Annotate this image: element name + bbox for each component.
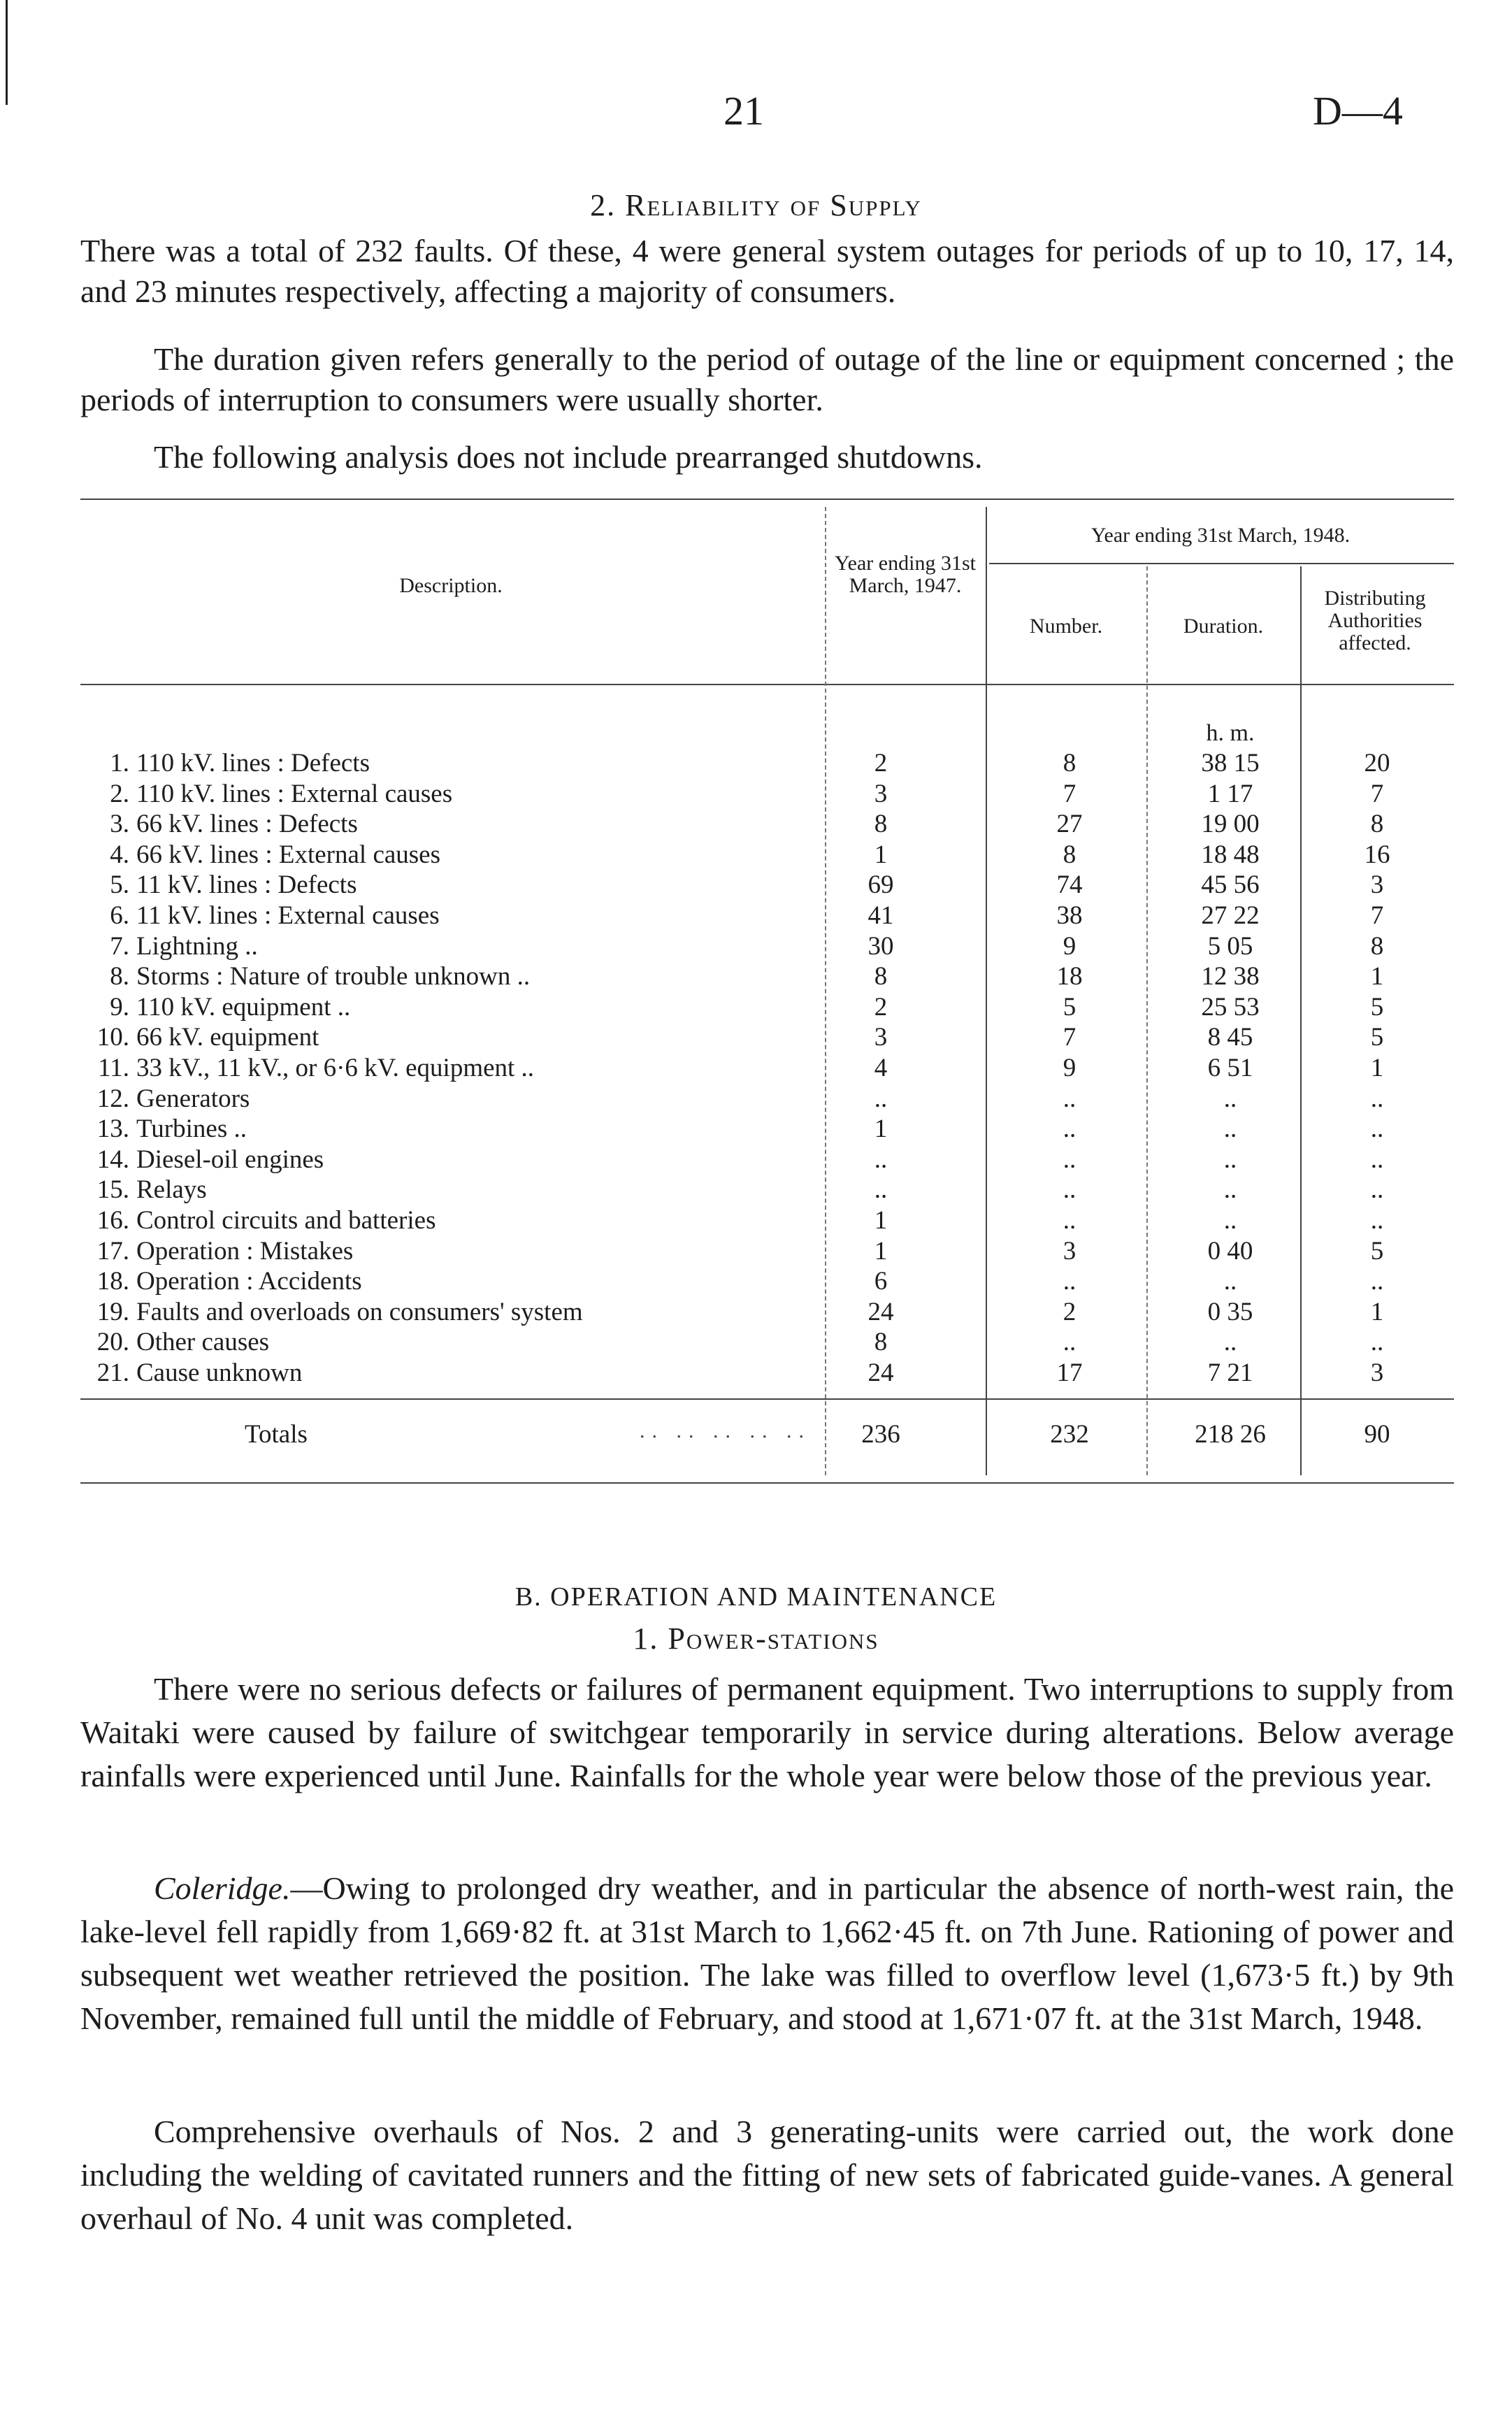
table-totals-row bbox=[0, 1419, 1512, 1450]
row-1947-value: 24 bbox=[867, 1359, 894, 1387]
row-authorities-value: 5 bbox=[1370, 992, 1384, 1022]
row-authorities-value: 1 bbox=[1370, 1297, 1384, 1326]
table-row bbox=[0, 1053, 1512, 1084]
row-1947-value: 4 bbox=[874, 1054, 888, 1082]
table-row bbox=[0, 901, 1512, 931]
row-number-value: 17 bbox=[1056, 1359, 1083, 1387]
power-stations-subtitle: 1. Power-stations bbox=[633, 1621, 879, 1656]
row-description: 66 kV. equipment bbox=[136, 1023, 319, 1052]
header-number: Number. bbox=[1029, 615, 1103, 638]
row-duration-value: .. bbox=[1223, 1175, 1237, 1205]
row-duration-value: 19 00 bbox=[1201, 810, 1260, 839]
row-duration-value: .. bbox=[1223, 1328, 1237, 1357]
totals-number: 232 bbox=[1050, 1420, 1089, 1449]
table-row bbox=[0, 1145, 1512, 1175]
row-duration-value: .. bbox=[1223, 1267, 1237, 1296]
row-number: 21. bbox=[96, 1359, 129, 1387]
reliability-paragraph-3: The following analysis does not include prearranged shutdowns. bbox=[154, 439, 983, 475]
row-number-value: .. bbox=[1063, 1267, 1077, 1296]
row-duration-value: 25 53 bbox=[1201, 992, 1260, 1022]
row-1947-value: 3 bbox=[874, 779, 888, 808]
row-description: Lightning .. bbox=[136, 931, 258, 961]
table-row bbox=[0, 1084, 1512, 1115]
reliability-section-title: 2. Reliability of Supply bbox=[590, 188, 922, 222]
row-number: 13. bbox=[96, 1115, 129, 1144]
table-row bbox=[0, 809, 1512, 840]
row-duration-value: .. bbox=[1223, 1115, 1237, 1144]
row-number: 8. bbox=[110, 962, 129, 991]
row-description: Generators bbox=[136, 1084, 250, 1113]
table-top-rule bbox=[80, 499, 1454, 500]
row-description: 66 kV. lines : External causes bbox=[136, 840, 441, 869]
table-row bbox=[0, 1022, 1512, 1053]
row-number-value: 18 bbox=[1056, 962, 1083, 991]
row-authorities-value: .. bbox=[1370, 1175, 1384, 1205]
totals-duration: 218 26 bbox=[1195, 1420, 1266, 1449]
row-number: 3. bbox=[110, 810, 129, 839]
row-duration-value: 38 15 bbox=[1201, 749, 1260, 777]
row-number-value: 9 bbox=[1063, 1054, 1077, 1082]
operation-paragraph-3: Comprehensive overhauls of Nos. 2 and 3 generating-units were carried out, the work done including the welding of cavitated runners and the fitting of new sets of fabricated guide-vanes. A general overhaul of No. 4 unit was completed. bbox=[80, 2114, 1454, 2236]
table-row bbox=[0, 1327, 1512, 1358]
row-number: 2. bbox=[110, 779, 129, 808]
row-number: 20. bbox=[96, 1328, 129, 1357]
row-number: 18. bbox=[96, 1267, 129, 1296]
page-edge-mark bbox=[6, 0, 8, 105]
row-1947-value: 41 bbox=[867, 901, 894, 930]
row-authorities-value: .. bbox=[1370, 1084, 1384, 1113]
row-duration-value: 5 05 bbox=[1207, 931, 1253, 961]
row-description: 33 kV., 11 kV., or 6·6 kV. equipment .. bbox=[136, 1054, 535, 1082]
row-1947-value: 2 bbox=[874, 749, 888, 777]
row-authorities-value: 1 bbox=[1370, 962, 1384, 991]
row-number: 12. bbox=[96, 1084, 129, 1113]
row-authorities-value: 5 bbox=[1370, 1236, 1384, 1266]
totals-label: Totals bbox=[245, 1420, 308, 1449]
row-description: Faults and overloads on consumers' system bbox=[136, 1297, 583, 1326]
row-duration-value: 27 22 bbox=[1201, 901, 1260, 930]
header-year-1947: Year ending 31st March, 1947. bbox=[835, 552, 976, 597]
row-1947-value: .. bbox=[874, 1145, 888, 1174]
row-number-value: 3 bbox=[1063, 1236, 1077, 1266]
row-number: 9. bbox=[110, 992, 129, 1022]
row-number-value: 5 bbox=[1063, 992, 1077, 1022]
row-description: Control circuits and batteries bbox=[136, 1206, 436, 1235]
row-description: 110 kV. equipment .. bbox=[136, 992, 351, 1022]
row-authorities-value: .. bbox=[1370, 1145, 1384, 1174]
row-description: Diesel-oil engines bbox=[136, 1145, 324, 1174]
row-authorities-value: 7 bbox=[1370, 779, 1384, 808]
row-1947-value: 69 bbox=[867, 870, 894, 900]
totals-leaders: .. .. .. .. .. bbox=[640, 1419, 811, 1442]
row-1947-value: 3 bbox=[874, 1023, 888, 1052]
row-duration-value: 12 38 bbox=[1201, 962, 1260, 991]
table-row bbox=[0, 840, 1512, 870]
row-description: Other causes bbox=[136, 1328, 270, 1357]
row-authorities-value: .. bbox=[1370, 1328, 1384, 1357]
table-subheader-rule bbox=[989, 563, 1454, 564]
row-duration-value: .. bbox=[1223, 1145, 1237, 1174]
row-number: 17. bbox=[96, 1236, 129, 1266]
row-number-value: .. bbox=[1063, 1206, 1077, 1235]
header-duration: Duration. bbox=[1183, 615, 1264, 638]
row-1947-value: 2 bbox=[874, 992, 888, 1022]
row-1947-value: 6 bbox=[874, 1267, 888, 1296]
row-number-value: .. bbox=[1063, 1084, 1077, 1113]
row-duration-value: .. bbox=[1223, 1084, 1237, 1113]
header-description: Description. bbox=[399, 574, 503, 597]
table-row bbox=[0, 992, 1512, 1023]
row-1947-value: 1 bbox=[874, 1236, 888, 1266]
row-description: Storms : Nature of trouble unknown .. bbox=[136, 962, 531, 991]
row-number-value: 8 bbox=[1063, 749, 1077, 777]
row-duration-value: .. bbox=[1223, 1206, 1237, 1235]
reliability-paragraph-2: The duration given refers generally to the period of outage of the line or equipment concerned ; the periods of interruption to consumers were usually shorter. bbox=[80, 341, 1454, 417]
row-number: 16. bbox=[96, 1206, 129, 1235]
table-row bbox=[0, 1205, 1512, 1236]
row-duration-value: 18 48 bbox=[1201, 840, 1260, 869]
row-authorities-value: 8 bbox=[1370, 931, 1384, 961]
operation-paragraph-2 bbox=[80, 1867, 1454, 2040]
table-row bbox=[0, 779, 1512, 810]
row-1947-value: 1 bbox=[874, 1206, 888, 1235]
row-number-value: 8 bbox=[1063, 840, 1077, 869]
row-description: 110 kV. lines : Defects bbox=[136, 749, 370, 777]
reliability-paragraph-1: There was a total of 232 faults. Of these, 4 were general system outages for periods of up to 10, 17, 14, and 23 minutes respectively, affecting a majority of consumers. bbox=[80, 233, 1454, 309]
table-row bbox=[0, 961, 1512, 992]
header-authorities: Distributing Authorities affected. bbox=[1324, 587, 1426, 654]
row-number: 7. bbox=[110, 931, 129, 961]
table-row bbox=[0, 1175, 1512, 1205]
row-duration-value: 7 21 bbox=[1207, 1359, 1253, 1387]
row-duration-value: 6 51 bbox=[1207, 1054, 1253, 1082]
row-1947-value: 30 bbox=[867, 931, 894, 961]
row-1947-value: 8 bbox=[874, 1328, 888, 1357]
row-number: 11. bbox=[98, 1054, 129, 1082]
row-authorities-value: .. bbox=[1370, 1206, 1384, 1235]
row-number: 6. bbox=[110, 901, 129, 930]
row-description: Operation : Mistakes bbox=[136, 1236, 354, 1266]
row-number-value: .. bbox=[1063, 1145, 1077, 1174]
coleridge-lead: Coleridge. bbox=[154, 1870, 291, 1906]
row-duration-value: 45 56 bbox=[1201, 870, 1260, 900]
totals-authorities: 90 bbox=[1364, 1420, 1390, 1449]
row-1947-value: 24 bbox=[867, 1297, 894, 1326]
row-duration-value: 8 45 bbox=[1207, 1023, 1253, 1052]
table-totals-rule bbox=[80, 1398, 1454, 1400]
row-number-value: 38 bbox=[1056, 901, 1083, 930]
row-description: Turbines .. bbox=[136, 1115, 247, 1144]
table-row bbox=[0, 1297, 1512, 1328]
row-duration-value: 0 40 bbox=[1207, 1236, 1253, 1266]
row-number: 19. bbox=[96, 1297, 129, 1326]
row-authorities-value: 8 bbox=[1370, 810, 1384, 839]
row-number-value: 74 bbox=[1056, 870, 1083, 900]
row-number: 5. bbox=[110, 870, 129, 900]
row-number-value: 9 bbox=[1063, 931, 1077, 961]
row-authorities-value: 20 bbox=[1364, 749, 1390, 777]
table-row bbox=[0, 1266, 1512, 1297]
row-description: 110 kV. lines : External causes bbox=[136, 779, 453, 808]
table-bottom-rule bbox=[80, 1482, 1454, 1484]
row-number-value: .. bbox=[1063, 1115, 1077, 1144]
row-number-value: .. bbox=[1063, 1175, 1077, 1205]
row-1947-value: 1 bbox=[874, 840, 888, 869]
row-1947-value: 8 bbox=[874, 810, 888, 839]
row-authorities-value: 16 bbox=[1364, 840, 1390, 869]
row-duration-value: 1 17 bbox=[1207, 779, 1253, 808]
table-header-rule bbox=[80, 684, 1454, 685]
table-row bbox=[0, 1236, 1512, 1267]
row-description: 66 kV. lines : Defects bbox=[136, 810, 358, 839]
row-number: 15. bbox=[96, 1175, 129, 1205]
table-row bbox=[0, 870, 1512, 901]
row-number-value: .. bbox=[1063, 1328, 1077, 1357]
row-authorities-value: 3 bbox=[1370, 1359, 1384, 1387]
table-row bbox=[0, 748, 1512, 779]
row-number-value: 27 bbox=[1056, 810, 1083, 839]
page-number: 21 bbox=[723, 88, 764, 134]
row-number: 14. bbox=[96, 1145, 129, 1174]
row-authorities-value: 5 bbox=[1370, 1023, 1384, 1052]
table-row bbox=[0, 1114, 1512, 1145]
row-number-value: 2 bbox=[1063, 1297, 1077, 1326]
row-1947-value: 1 bbox=[874, 1115, 888, 1144]
table-row bbox=[0, 1358, 1512, 1389]
duration-units: h. m. bbox=[1206, 720, 1255, 746]
row-description: 11 kV. lines : External causes bbox=[136, 901, 440, 930]
document-reference: D—4 bbox=[1313, 88, 1403, 134]
row-authorities-value: 7 bbox=[1370, 901, 1384, 930]
row-1947-value: .. bbox=[874, 1175, 888, 1205]
totals-1947: 236 bbox=[861, 1420, 900, 1449]
row-1947-value: .. bbox=[874, 1084, 888, 1113]
row-number: 10. bbox=[96, 1023, 129, 1052]
row-authorities-value: .. bbox=[1370, 1267, 1384, 1296]
header-year-1948: Year ending 31st March, 1948. bbox=[1090, 524, 1351, 547]
operation-section-title: B. OPERATION AND MAINTENANCE bbox=[514, 1582, 998, 1612]
row-description: 11 kV. lines : Defects bbox=[136, 870, 357, 900]
row-number: 4. bbox=[110, 840, 129, 869]
row-authorities-value: 3 bbox=[1370, 870, 1384, 900]
row-description: Relays bbox=[136, 1175, 207, 1205]
operation-paragraph-1: There were no serious defects or failures of permanent equipment. Two interruptions to supply from Waitaki were caused by failure of switchgear temporarily in service during alterations. Below average rainfalls were experienced until June. Rainfalls for the whole year were below those of the previous year. bbox=[80, 1671, 1454, 1793]
table-row bbox=[0, 931, 1512, 962]
row-number-value: 7 bbox=[1063, 779, 1077, 808]
coleridge-text: —Owing to prolonged dry weather, and in particular the absence of north-west rain, the lake-level fell rapidly from 1,669·82 ft. at 31st March to 1,662·45 ft. on 7th June. Rationing of power and subsequent wet weather retrieved the position. The lake was filled to overflow level (1,673·5 ft.) by 9th November, remained full until the middle of February, and stood at 1,671·07 ft. at the 31st March, 1948. bbox=[80, 1870, 1454, 2036]
row-description: Operation : Accidents bbox=[136, 1267, 362, 1296]
row-number-value: 7 bbox=[1063, 1023, 1077, 1052]
row-description: Cause unknown bbox=[136, 1359, 303, 1387]
row-1947-value: 8 bbox=[874, 962, 888, 991]
row-authorities-value: .. bbox=[1370, 1115, 1384, 1144]
row-duration-value: 0 35 bbox=[1207, 1297, 1253, 1326]
row-authorities-value: 1 bbox=[1370, 1054, 1384, 1082]
row-number: 1. bbox=[110, 749, 129, 777]
